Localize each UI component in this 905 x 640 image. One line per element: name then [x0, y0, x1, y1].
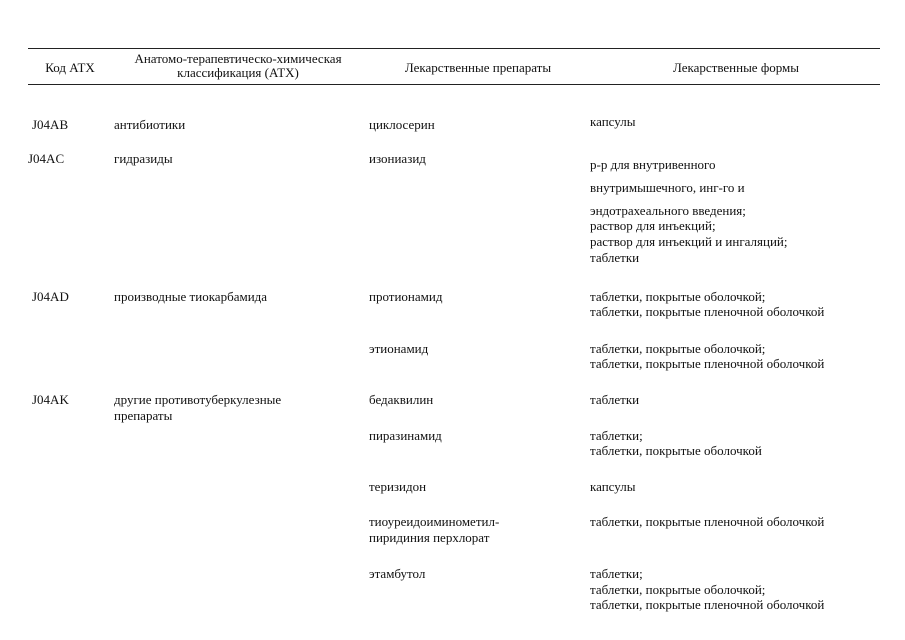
drug-name: протионамид	[369, 289, 443, 304]
row-code: J04AB	[32, 117, 69, 132]
row-group-line-1: другие противотуберкулезные	[114, 392, 282, 407]
row-code: J04AD	[32, 289, 69, 304]
drug-name: тиоуреидоиминометил-	[369, 514, 500, 529]
drug-form: таблетки	[590, 392, 640, 407]
drug-form: раствор для инъекций;	[590, 218, 716, 233]
drug-name: пиразинамид	[369, 428, 442, 443]
row-group: гидразиды	[114, 151, 173, 166]
drug-form: таблетки, покрытые оболочкой;	[590, 582, 766, 597]
table-top-rule	[28, 48, 880, 49]
header-atc-line-1: Анатомо-терапевтическо-химическая	[134, 51, 342, 66]
drug-form: таблетки, покрытые оболочкой	[590, 443, 762, 458]
header-drugs: Лекарственные препараты	[404, 60, 552, 75]
header-forms: Лекарственные формы	[672, 60, 800, 75]
drug-name: бедаквилин	[369, 392, 434, 407]
header-atc-line-2: классификация (АТХ)	[177, 65, 299, 80]
row-code: J04AK	[32, 392, 69, 407]
drug-form: таблетки	[590, 250, 640, 265]
drug-name: этамбутол	[369, 566, 426, 581]
drug-form: таблетки, покрытые оболочкой;	[590, 289, 766, 304]
drug-form: таблетки, покрытые пленочной оболочкой	[590, 514, 825, 529]
header-atc-classification	[112, 52, 364, 80]
drug-form: таблетки, покрытые пленочной оболочкой	[590, 304, 825, 319]
drug-name: пиридиния перхлорат	[369, 530, 490, 545]
drug-form: капсулы	[590, 479, 636, 494]
drug-name: теризидон	[369, 479, 427, 494]
drug-form: таблетки, покрытые оболочкой;	[590, 341, 766, 356]
drug-form: таблетки;	[590, 428, 643, 443]
drug-form: таблетки, покрытые пленочной оболочкой	[590, 356, 825, 371]
drug-form: капсулы	[590, 114, 636, 129]
drug-name: этионамид	[369, 341, 429, 356]
row-group-line-2: препараты	[114, 408, 173, 423]
drug-name: изониазид	[369, 151, 426, 166]
drug-name: циклосерин	[369, 117, 435, 132]
header-code: Код АТХ	[45, 60, 95, 75]
table-header-rule	[28, 84, 880, 85]
row-group: антибиотики	[114, 117, 186, 132]
row-code: J04AC	[28, 151, 65, 166]
drug-form: внутримышечного, инг-го и	[590, 180, 745, 195]
drug-form: таблетки, покрытые пленочной оболочкой	[590, 597, 825, 612]
drug-form: р-р для внутривенного	[590, 157, 716, 172]
drug-form: эндотрахеального введения;	[590, 203, 746, 218]
drug-form: раствор для инъекций и ингаляций;	[590, 234, 788, 249]
drug-form: таблетки;	[590, 566, 643, 581]
row-group: производные тиокарбамида	[114, 289, 268, 304]
